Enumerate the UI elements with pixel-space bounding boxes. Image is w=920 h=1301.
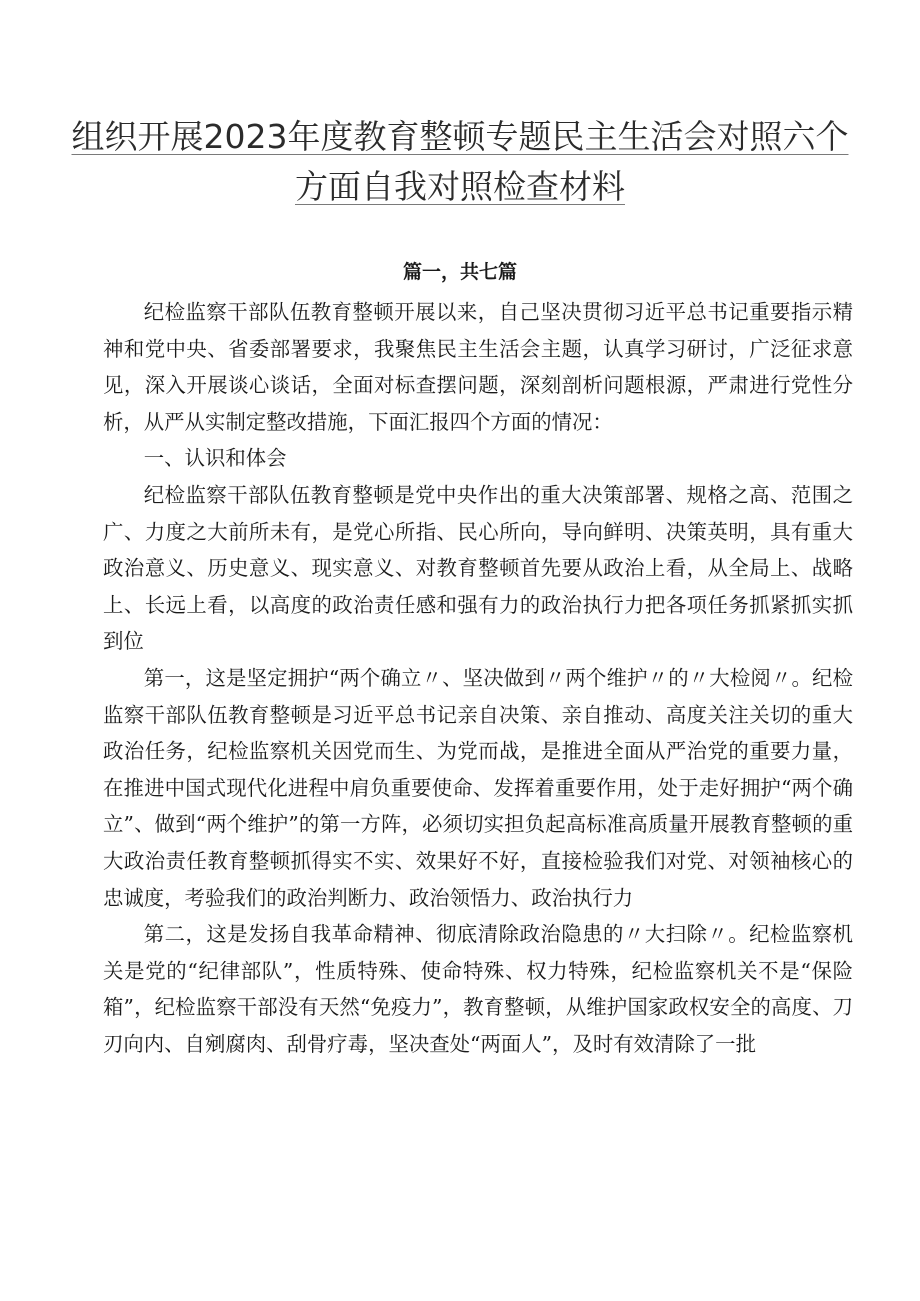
document-body [103, 294, 853, 1062]
document-title [60, 112, 860, 212]
section-heading: 一、认识和体会 [143, 446, 287, 471]
body-paragraph: 第二，这是发扬自我革命精神、彻底清除政治隐患的〃大扫除〃。纪检监察机关是党的“纪律部队”，性质特殊、使命特殊、权力特殊，纪检监察机关不是“保险箱”，纪检监察干部没有天然“免疫力”，教育整顿，从维护国家政权安全的高度、刀刃向内、自剜腐肉、刮骨疗毒，坚决查处“两面人”，及时有效清除了一批 [103, 922, 853, 1056]
chapter-label: 篇一，共七篇 [402, 261, 517, 283]
body-paragraph: 纪检监察干部队伍教育整顿是党中央作出的重大决策部署、规格之高、范围之广、力度之大前所未有，是党心所指、民心所向，导向鲜明、决策英明，具有重大政治意义、历史意义、现实意义、对教育整顿首先要从政治上看，从全局上、战略上、长远上看，以高度的政治责任感和强有力的政治执行力把各项任务抓紧抓实抓到位 [103, 482, 853, 654]
body-paragraph: 第一，这是坚定拥护“两个确立〃、坚决做到〃两个维护〃的〃大检阅〃。纪检监察干部队伍教育整顿是习近平总书记亲自决策、亲自推动、高度关注关切的重大政治任务，纪检监察机关因党而生、为党而战，是推进全面从严治党的重要力量，在推进中国式现代化进程中肩负重要使命、发挥着重要作用，处于走好拥护“两个确立”、做到“两个维护”的第一方阵，必须切实担负起高标准高质量开展教育整顿的重大政治责任教育整顿抓得实不实、效果好不好，直接检验我们对党、对领袖核心的忠诚度，考验我们的政治判断力、政治领悟力、政治执行力 [103, 665, 853, 910]
document-title-line-1: 组织开展2023年度教育整顿专题民主生活会对照六个 [71, 117, 849, 156]
intro-paragraph: 纪检监察干部队伍教育整顿开展以来，自己坚决贯彻习近平总书记重要指示精神和党中央、省委部署要求，我聚焦民主生活会主题，认真学习研讨，广泛征求意见，深入开展谈心谈话，全面对标查摆问题，深刻剖析问题根源，严肃进行党性分析，从严从实制定整改措施，下面汇报四个方面的情况： [103, 300, 853, 434]
document-title-line-2: 方面自我对照检查材料 [295, 167, 625, 206]
